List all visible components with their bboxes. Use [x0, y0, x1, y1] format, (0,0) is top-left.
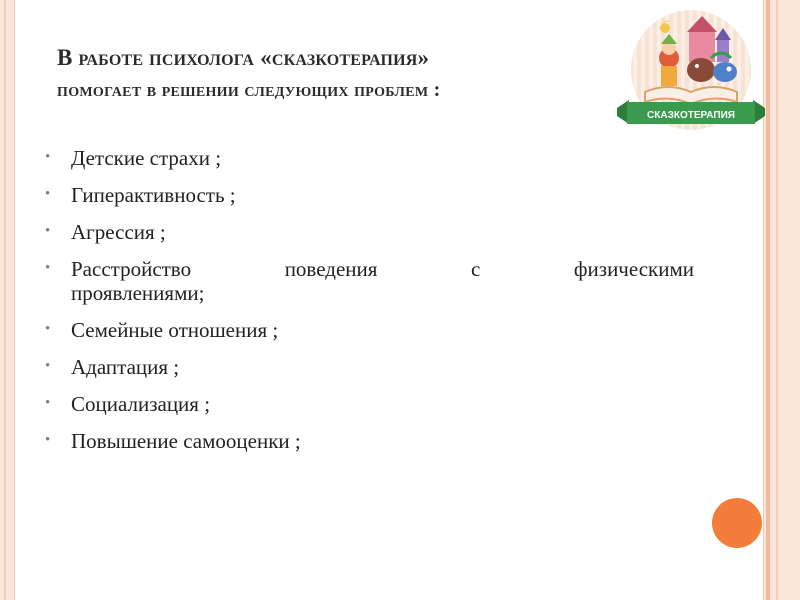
- problem-list: [44, 146, 694, 466]
- bullet-icon: •: [45, 395, 51, 411]
- bullet-icon: •: [45, 432, 51, 448]
- slide-title-line1: В работе психолога «сказкотерапия»: [57, 45, 430, 70]
- list-item: • Адаптация ;: [45, 355, 180, 379]
- bullet-icon: •: [45, 260, 51, 276]
- list-item: • Социализация ;: [45, 392, 211, 416]
- list-item: • Семейные отношения ;: [45, 318, 279, 342]
- frame-stripe-left: [4, 0, 6, 600]
- slide-title-line2: помогает в решении следующих проблем :: [57, 79, 441, 101]
- list-item: • Расстройство поведения с физическими проявлениями;: [45, 257, 694, 305]
- list-item: • Повышение самооценки ;: [45, 429, 301, 453]
- slide-title: [57, 42, 597, 106]
- list-item: • Гиперактивность ;: [45, 183, 236, 207]
- list-item: • Детские страхи ;: [45, 146, 222, 170]
- frame-stripe-right-thin: [776, 0, 778, 600]
- logo-banner-text: СКАЗКОТЕРАПИЯ: [647, 110, 735, 121]
- list-item: • Агрессия ;: [45, 220, 166, 244]
- frame-stripe-right: [766, 0, 770, 600]
- bullet-icon: •: [45, 186, 51, 202]
- bullet-icon: •: [45, 223, 51, 239]
- bullet-icon: •: [45, 358, 51, 374]
- bullet-icon: •: [45, 149, 51, 165]
- fairy-tale-therapy-logo: [617, 8, 765, 140]
- bullet-icon: •: [45, 321, 51, 337]
- decorative-orange-circle: [712, 498, 762, 548]
